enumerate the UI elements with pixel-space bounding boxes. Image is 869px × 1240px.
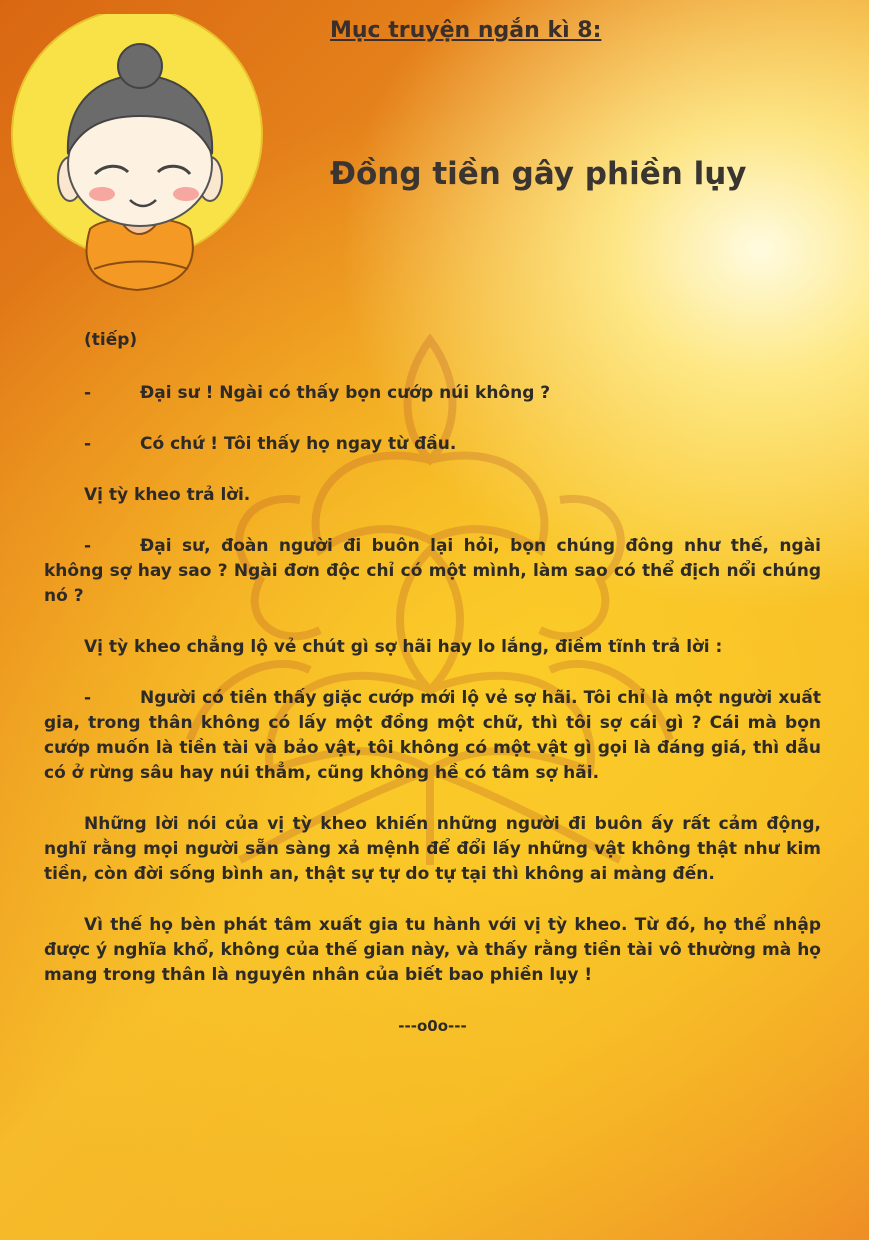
paragraph-text: Đại sư ! Ngài có thấy bọn cướp núi không ? (140, 383, 551, 403)
story-body (44, 328, 821, 1039)
paragraph-text: Có chứ ! Tôi thấy họ ngay từ đầu. (140, 434, 457, 454)
dialogue-dash: - (84, 434, 92, 454)
page-subtitle: Mục truyện ngắn kì 8: (330, 18, 602, 43)
dialogue-line (44, 432, 821, 457)
paragraph: Vì thế họ bèn phát tâm xuất gia tu hành với vị tỳ kheo. Từ đó, họ thể nhập được ý nghĩa khổ, không của thế gian này, và thấy rằng tiền tài vô thường mà họ mang trong thân là nguyên nhân của biết bao phiền lụy ! (44, 915, 821, 985)
dialogue-dash: - (84, 688, 92, 708)
page-title: Đồng tiền gây phiền lụy (330, 156, 747, 192)
paragraph-text: Người có tiền thấy giặc cướp mới lộ vẻ sợ hãi. Tôi chỉ là một người xuất gia, trong thân không có lấy một đồng một chữ, thì tôi sợ cái gì ? Cái mà bọn cướp muốn là tiền tài và bảo vật, tôi không có một vật gì gọi là đáng giá, thì dẫu có ở rừng sâu hay núi thẳm, cũng không hề có tâm sợ hãi. (44, 688, 821, 783)
continued-label: (tiếp) (84, 330, 138, 350)
dialogue-line (44, 534, 821, 609)
monk-illustration-icon (10, 14, 265, 294)
dialogue-line (44, 381, 821, 406)
dialogue-line (44, 686, 821, 786)
dialogue-dash: - (84, 383, 92, 403)
paragraph: Những lời nói của vị tỳ kheo khiến những người đi buôn ấy rất cảm động, nghĩ rằng mọi người sẵn sàng xả mệnh để đổi lấy những vật không thật như kim tiền, còn đời sống bình an, thật sự tự do tự tại thì không ai màng đến. (44, 814, 821, 884)
paragraph: Vị tỳ kheo trả lời. (84, 485, 251, 505)
paragraph: Vị tỳ kheo chẳng lộ vẻ chút gì sợ hãi hay lo lắng, điềm tĩnh trả lời : (84, 637, 723, 657)
story-ending: ---o0o--- (398, 1017, 467, 1035)
paragraph-text: Đại sư, đoàn người đi buôn lại hỏi, bọn chúng đông như thế, ngài không sợ hay sao ? Ngài đơn độc chỉ có một mình, làm sao có thể địch nổi chúng nó ? (44, 536, 821, 606)
dialogue-dash: - (84, 536, 92, 556)
